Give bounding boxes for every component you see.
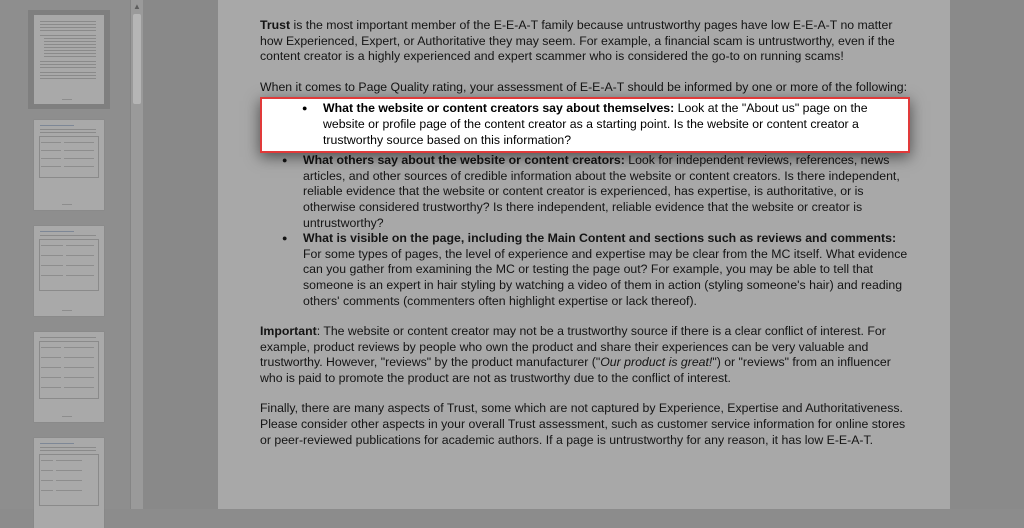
- intro-line: When it comes to Page Quality rating, your assessment of E-E-A-T should be informed by one or more of the following:: [260, 79, 908, 94]
- important-text-before: : The website or content creator may not be a trustworthy source if there is a clear conflict of interest. For example, product reviews by people who own the product and share their experiences can be very valuable and trustworthy. However, "reviews" by the product manufacturer (": [260, 324, 886, 370]
- important-italic-quote: Our product is great!: [600, 355, 713, 370]
- page-thumbnail-1[interactable]: [28, 10, 110, 109]
- bullet-item: [260, 231, 910, 309]
- bullet-text: Look at the "About us" page on the website or profile page of the content creator as a starting point. Is the website or content creator a trustworthy source based on this information?: [323, 101, 868, 147]
- bullet-dot: ●: [282, 233, 288, 244]
- page-thumbnail-2[interactable]: [34, 120, 104, 210]
- bullet-lead: What the website or content creators say about themselves:: [323, 101, 675, 116]
- triangle-up-icon[interactable]: ▲: [133, 2, 141, 11]
- bullet-dot: ●: [302, 103, 308, 114]
- page-thumbnail-3[interactable]: [34, 226, 104, 316]
- bullet-text: Look for independent reviews, references, news articles, and other sources of credible information about the website or content creators. Is there independent, reliable evidence that the website or content creator is experienced, has expertise, is authoritative, or is otherwise considered trustworthy? Is there independent, reliable evidence that the website or creator is untrustworthy?: [303, 153, 900, 230]
- bullet-item: [260, 153, 910, 231]
- important-paragraph: [260, 324, 910, 386]
- trust-paragraph: [260, 18, 910, 65]
- document-page: [218, 0, 950, 509]
- bullet-lead: What is visible on the page, including the Main Content and sections such as reviews and comments:: [303, 231, 897, 246]
- scrollbar-thumb[interactable]: [133, 14, 141, 104]
- final-paragraph: Finally, there are many aspects of Trust, some which are not captured by Experience, Expertise and Authoritativeness. Please consider other aspects in your overall Trust assessment, such as customer service information for online stores or peer-reviewed publications for academic authors. If a page is untrustworthy for any reason, it has low E-E-A-T.: [260, 401, 906, 447]
- viewer-background: [143, 0, 218, 509]
- thumbnail-sidebar: [0, 0, 130, 509]
- bullet-dot: ●: [282, 155, 288, 166]
- trust-lead: Trust: [260, 18, 291, 32]
- page-content: [260, 18, 910, 463]
- page-thumbnail-5[interactable]: [34, 438, 104, 528]
- bullet-text: For some types of pages, the level of experience and expertise may be clear from the MC itself. What evidence can you gather from examining the MC or testing the page out? For example, you may be able to tell that someone is an expert in hair styling by watching a video of them in action (styling someone's hair) and reading others' comments (commenters often highlight expertise or lack thereof).: [303, 246, 908, 308]
- important-lead: Important: [260, 324, 317, 339]
- trust-text: is the most important member of the E-E-A-T family because untrustworthy pages have low E-E-A-T no matter how Experienced, Expert, or Authoritative they may seem. For example, a financial scam is untrustworthy, even if the content creator is a highly experienced and expert scammer who is considered the go-to on running scams!: [260, 18, 895, 64]
- viewer-background-right: [950, 0, 1024, 509]
- sidebar-scrollbar[interactable]: [130, 0, 143, 509]
- important-text-after: ") or "reviews" from an influencer who is paid to promote the product are not as trustworthy due to the conflict of interest.: [260, 355, 891, 385]
- bullet-lead: What others say about the website or content creators:: [303, 153, 625, 168]
- eeat-bullet-list: [260, 97, 910, 309]
- bullet-item-highlighted: [260, 97, 910, 153]
- page-thumbnail-4[interactable]: [34, 332, 104, 422]
